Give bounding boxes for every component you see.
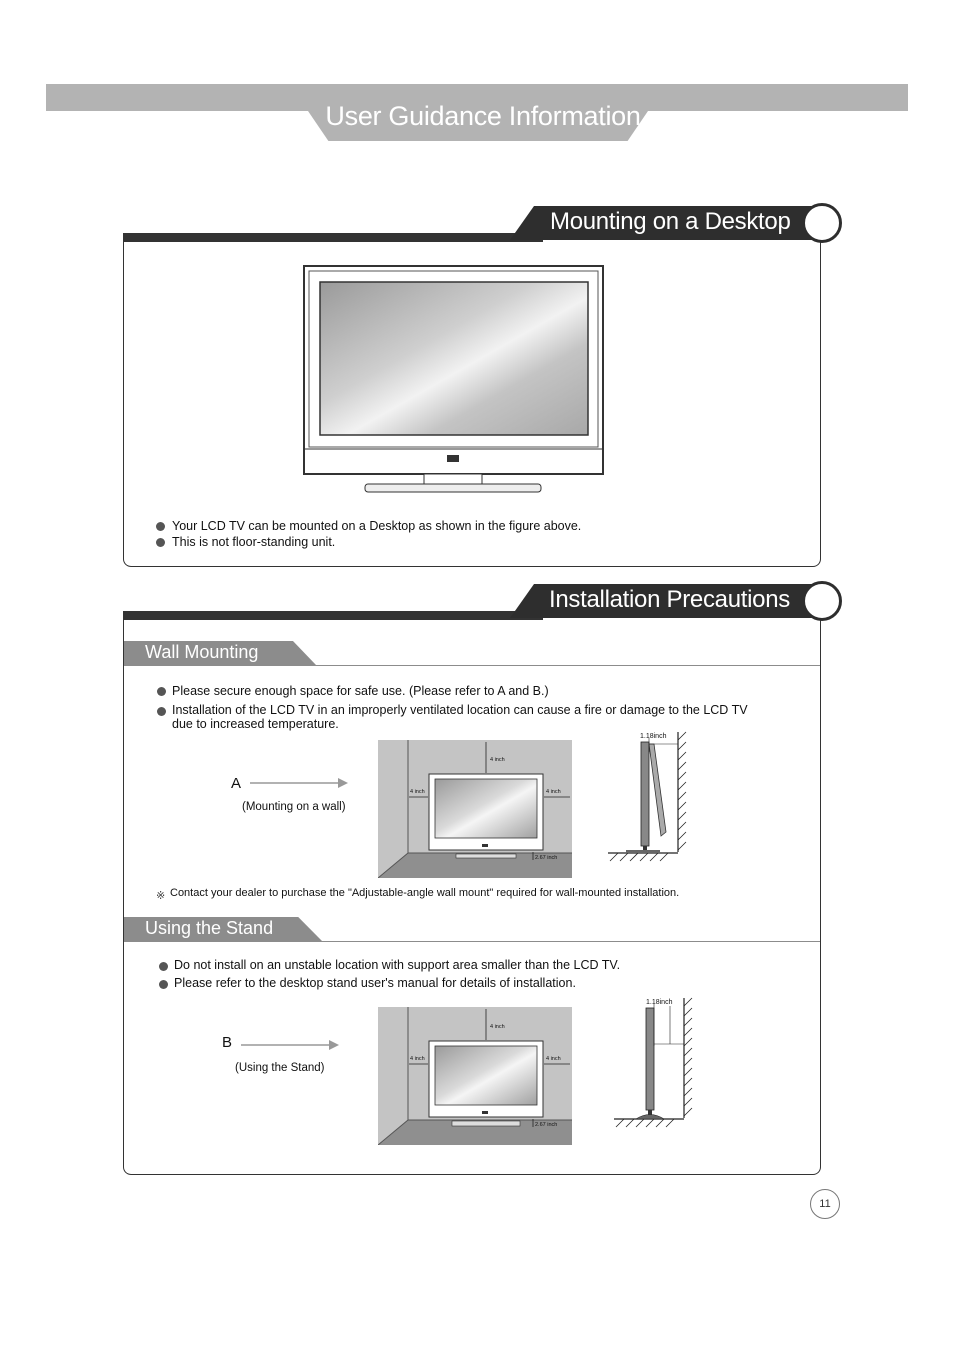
bullet-icon [156,522,165,531]
side-gap-label-a: 1.18inch [640,733,667,740]
desktop-bullet-1: Your LCD TV can be mounted on a Desktop as shown in the figure above. [172,519,582,533]
right-clearance-label: 4 inch [546,1056,561,1062]
stand-bullet-2: Please refer to the desktop stand user's manual for details of installation. [174,976,576,990]
stand-side-view [612,996,696,1130]
arrow-right-icon [241,1038,341,1052]
precautions-section-title: Installation Precautions [549,586,790,613]
wall-mounting-title: Wall Mounting [145,642,259,662]
using-stand-rule [124,941,820,942]
top-clearance-label: 4 inch [490,1024,505,1030]
left-clearance-label: 4 inch [410,789,425,795]
precautions-section-circle-icon [802,581,842,621]
bullet-icon [157,707,166,716]
note-mark-icon: ※ [156,890,166,902]
wall-mounting-rule [124,665,820,666]
wall-note: Contact your dealer to purchase the "Adjustable-angle wall mount" required for wall-mounted installation. [170,887,680,899]
precautions-section-bar [123,611,543,620]
desktop-section-circle-icon [802,203,842,243]
page-number: 11 [810,1189,840,1219]
top-clearance-label: 4 inch [490,757,505,763]
wall-caption: (Mounting on a wall) [242,801,346,813]
label-b: B [222,1034,233,1051]
wall-bullet-2: Installation of the LCD TV in an improperly ventilated location can cause a fire or damage to the LCD TV [172,703,748,717]
stand-caption: (Using the Stand) [235,1062,325,1074]
wall-clearance-diagram [378,740,572,878]
wall-mount-side-view [606,730,690,864]
left-clearance-label: 4 inch [410,1056,425,1062]
bottom-clearance-label: 2.67 inch [535,1122,558,1128]
bullet-icon [157,687,166,696]
tv-front-illustration [300,262,608,498]
bullet-icon [159,980,168,989]
page-title: User Guidance Information [325,101,641,131]
desktop-bullet-2: This is not floor-standing unit. [172,535,336,549]
stand-bullet-1: Do not install on an unstable location with support area smaller than the LCD TV. [174,958,621,972]
stand-clearance-diagram [378,1007,572,1145]
desktop-section-title: Mounting on a Desktop [550,208,791,235]
using-stand-title: Using the Stand [145,918,274,938]
bullet-icon [159,962,168,971]
right-clearance-label: 4 inch [546,789,561,795]
label-a: A [231,775,242,792]
bullet-icon [156,538,165,547]
desktop-section-bar [123,233,543,242]
wall-bullet-1: Please secure enough space for safe use. (Please refer to A and B.) [172,684,549,698]
bottom-clearance-label: 2.67 inch [535,855,558,861]
arrow-right-icon [250,776,350,790]
wall-bullet-2-cont: due to increased temperature. [172,717,339,731]
side-gap-label-b: 1.18inch [646,999,673,1006]
